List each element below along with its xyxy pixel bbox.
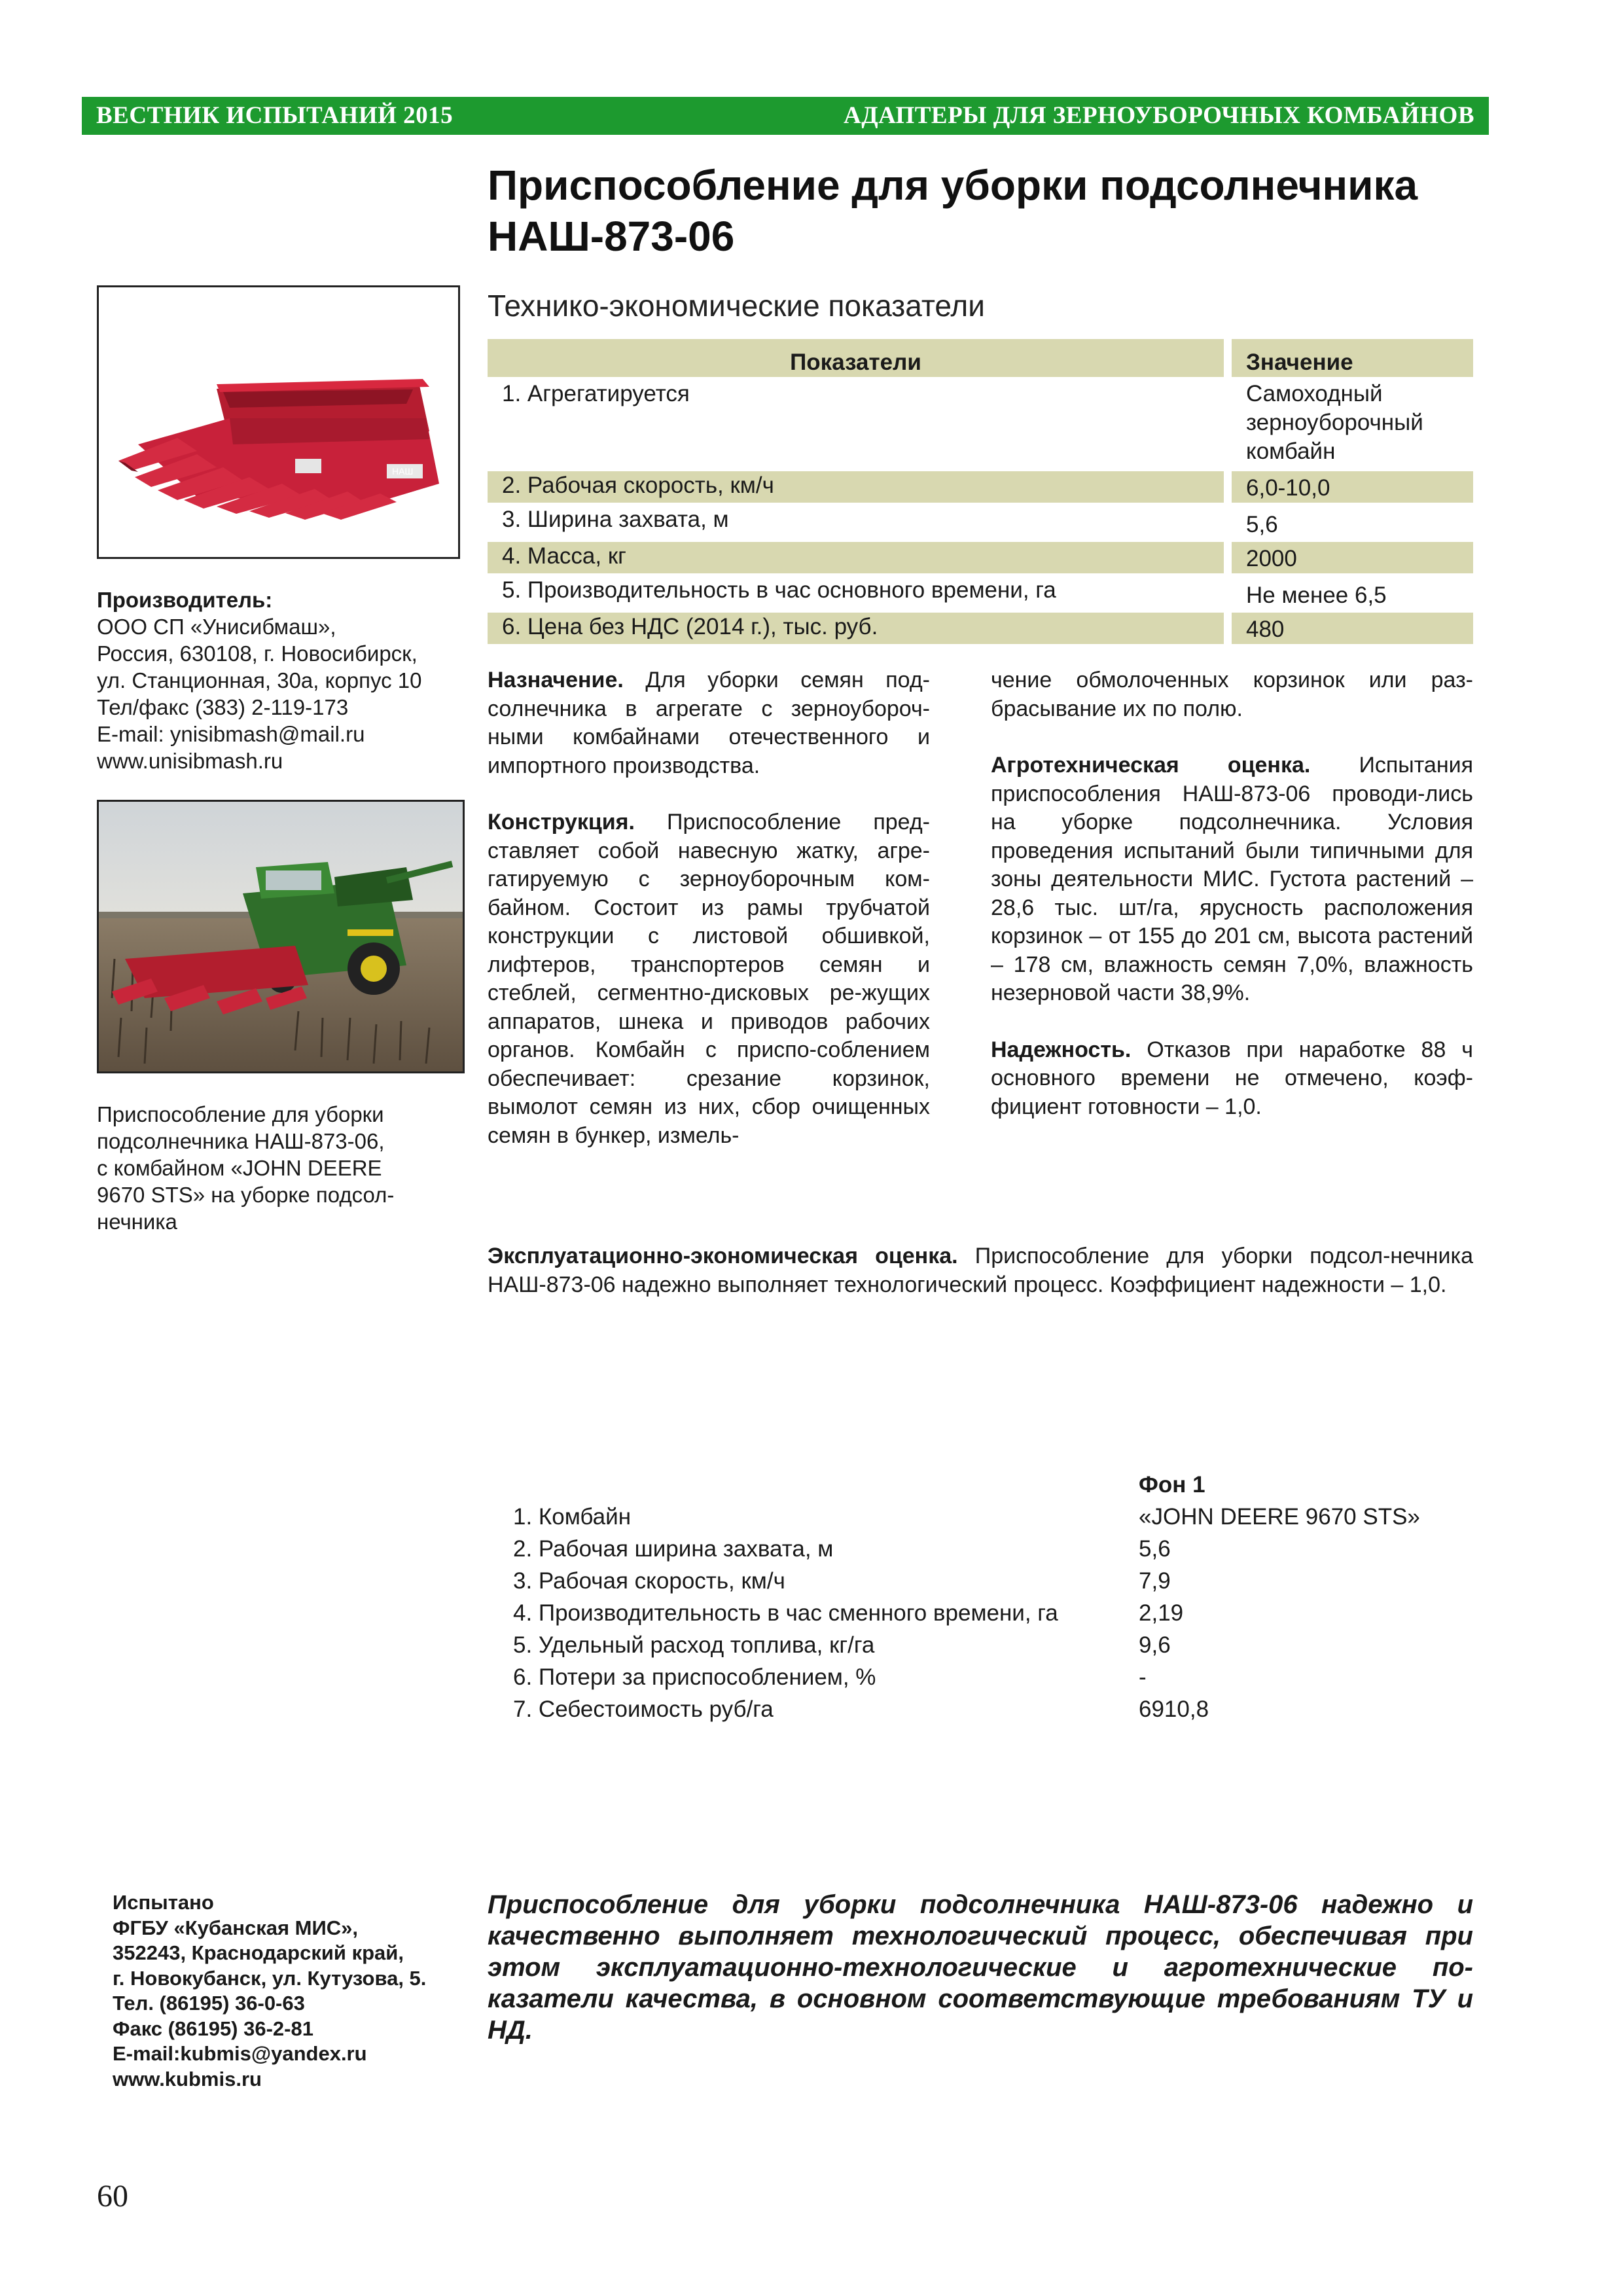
sunflower-header-image: [99, 287, 458, 557]
manufacturer-email: E-mail: ynisibmash@mail.ru: [97, 722, 365, 746]
table-row: [513, 1629, 1479, 1661]
result-param: 1. Комбайн: [513, 1504, 632, 1530]
caption-line: Приспособление для уборки: [97, 1102, 384, 1126]
spec-table: [488, 339, 1473, 644]
table-row: [488, 505, 1473, 542]
agro-text: Испытания приспособления НАШ-873-06 проводи-лись на уборке подсолнечника. Условия проведения испытаний были типичными для зоны деятельности МИС. Густота растений – 28,6 тыс. шт/га, ярусность расположения корзинок – от 155 до 201 см, высота растений – 178 см, влажность семян 7,0%, влажность незерновой части 38,9%.: [991, 753, 1474, 1005]
page-number: 60: [97, 2179, 128, 2214]
table-row: [513, 1565, 1479, 1597]
construction-text: Приспособление пред-ставляет собой навесную жатку, агре-гатируемую с зерноуборочным ком-байном. Состоит из рамы трубчатой конструкции с листовой обшивкой, лифтеров, транспортеров семян и стеблей, сегментно-дисковых ре-жущих аппаратов, шнека и приводов рабочих органов. Комбайн с приспо-соблением обеспечивает: срезание корзинок, вымолот семян из них, сбор очищенных семян в бункер, измель-: [488, 810, 930, 1148]
subtitle: Технико-экономические показатели: [488, 289, 985, 323]
results-table: [513, 1469, 1479, 1725]
spec-param: 3. Ширина захвата, м: [502, 507, 729, 532]
caption-line: 9670 STS» на уборке подсол-: [97, 1183, 395, 1207]
table-row: [488, 471, 1473, 503]
spec-param: 4. Масса, кг: [488, 542, 1224, 573]
spec-param: 1. Агрегатируется: [502, 381, 690, 406]
operational-text: Приспособление для уборки подсол-нечника НАШ-873-06 надежно выполняет технологический процесс. Коэффициент надежности – 1,0.: [488, 1244, 1473, 1297]
operational-evaluation: [488, 1242, 1473, 1299]
spec-value: Не менее 6,5: [1246, 583, 1387, 608]
result-value: 5,6: [1139, 1536, 1171, 1562]
tested-phone: Тел. (86195) 36-0-63: [113, 1992, 305, 2015]
table-row: [488, 576, 1473, 613]
body-column-1: [488, 666, 930, 1150]
spec-table-header: [488, 339, 1473, 377]
page-header: [82, 97, 1489, 135]
result-param: 4. Производительность в час сменного времени, га: [513, 1600, 1058, 1626]
purpose-label: Назначение.: [488, 668, 624, 692]
product-photo: [97, 285, 460, 559]
body-column-2: [991, 666, 1473, 1121]
table-row: [513, 1533, 1479, 1565]
reliability-text: Отказов при наработке 88 ч основного времени не отмечено, коэф-фициент готовности – 1,0.: [991, 1037, 1473, 1119]
result-param: 2. Рабочая ширина захвата, м: [513, 1536, 834, 1562]
purpose-text: Для уборки семян под-солнечника в агрегате с зерноубороч-ными комбайнами отечественного и импортного производства.: [488, 668, 930, 778]
results-header-row: [513, 1469, 1479, 1501]
section-title: АДАПТЕРЫ ДЛЯ ЗЕРНОУБОРОЧНЫХ КОМБАЙНОВ: [843, 102, 1474, 129]
tested-line: 352243, Краснодарский край,: [113, 1941, 404, 1964]
spec-value: [1232, 380, 1473, 469]
title-line-1: Приспособление для уборки подсолнечника: [488, 162, 1418, 209]
result-value: 9,6: [1139, 1632, 1171, 1658]
result-param: 6. Потери за приспособлением, %: [513, 1664, 876, 1690]
table-row: [513, 1693, 1479, 1725]
spec-param: 5. Производительность в час основного времени, га: [502, 577, 1056, 603]
spec-value: 6,0-10,0: [1232, 471, 1473, 503]
combine-field-image: [99, 802, 463, 1071]
spec-header-value: Значение: [1232, 339, 1473, 377]
manufacturer-line: ООО СП «Унисибмаш»,: [97, 615, 336, 639]
spec-value-line: Самоходный: [1246, 381, 1383, 406]
spec-value: 480: [1232, 613, 1473, 644]
manufacturer-line: Россия, 630108, г. Новосибирск,: [97, 641, 418, 666]
tested-by-block: [113, 1890, 426, 2092]
tested-line: г. Новокубанск, ул. Кутузова, 5.: [113, 1966, 427, 1990]
manufacturer-line: ул. Станционная, 30а, корпус 10: [97, 668, 422, 692]
table-row: [488, 613, 1473, 644]
spec-value: 2000: [1232, 542, 1473, 573]
tested-line: ФГБУ «Кубанская МИС»,: [113, 1916, 358, 1939]
construction-paragraph: [488, 808, 930, 1150]
continuation-text: чение обмолоченных корзинок или раз-брасывание их по полю.: [991, 668, 1473, 721]
spec-param: 6. Цена без НДС (2014 г.), тыс. руб.: [488, 613, 1224, 644]
svg-text:НАШ: НАШ: [392, 466, 414, 476]
table-row: [488, 542, 1473, 573]
result-value: 2,19: [1139, 1600, 1184, 1626]
construction-label: Конструкция.: [488, 810, 635, 834]
reliability-label: Надежность.: [991, 1037, 1132, 1062]
table-row: [513, 1501, 1479, 1533]
journal-title: ВЕСТНИК ИСПЫТАНИЙ 2015: [96, 102, 454, 129]
table-row: [513, 1661, 1479, 1693]
spec-value-line: зерноуборочный: [1246, 410, 1423, 435]
tested-label: Испытано: [113, 1891, 214, 1914]
agro-label: Агротехническая оценка.: [991, 753, 1311, 778]
table-row: [513, 1597, 1479, 1629]
caption-line: подсолнечника НАШ-873-06,: [97, 1129, 385, 1153]
spec-param: 2. Рабочая скорость, км/ч: [488, 471, 1224, 503]
result-value: 7,9: [1139, 1568, 1171, 1594]
manufacturer-label: Производитель:: [97, 588, 273, 612]
reliability-paragraph: [991, 1036, 1473, 1122]
page-title: [488, 160, 1508, 262]
title-line-2: НАШ-873-06: [488, 213, 735, 260]
operational-label: Эксплуатационно-экономическая оценка.: [488, 1244, 958, 1268]
table-row: [488, 380, 1473, 469]
field-photo: [97, 800, 465, 1073]
result-value: 6910,8: [1139, 1696, 1209, 1722]
results-header: Фон 1: [1139, 1472, 1205, 1498]
manufacturer-line: Тел/факс (383) 2-119-173: [97, 695, 349, 719]
photo-caption: [97, 1101, 463, 1235]
result-param: 3. Рабочая скорость, км/ч: [513, 1568, 785, 1594]
result-param: 7. Себестоимость руб/га: [513, 1696, 774, 1722]
spec-value-line: комбайн: [1246, 439, 1336, 464]
conclusion: Приспособление для уборки подсолнечника НАШ-873-06 надежно и качественно выполняет технологический процесс, обеспечивая при этом эксплуатационно-технологические и агротехнические по-казатели качества, в основном соответствующие требованиям ТУ и НД.: [488, 1890, 1473, 2045]
result-value: -: [1139, 1664, 1147, 1690]
tested-email: E-mail:kubmis@yandex.ru: [113, 2042, 367, 2065]
caption-line: с комбайном «JOHN DEERE: [97, 1156, 382, 1180]
result-param: 5. Удельный расход топлива, кг/га: [513, 1632, 875, 1658]
manufacturer-website: www.unisibmash.ru: [97, 749, 283, 773]
agro-paragraph: [991, 751, 1473, 1008]
manufacturer-block: [97, 586, 422, 774]
tested-fax: Факс (86195) 36-2-81: [113, 2017, 313, 2040]
caption-line: нечника: [97, 1210, 177, 1234]
spec-value: 5,6: [1246, 512, 1278, 537]
purpose-paragraph: [488, 666, 930, 780]
result-value: «JOHN DEERE 9670 STS»: [1139, 1504, 1420, 1530]
tested-website: www.kubmis.ru: [113, 2067, 262, 2090]
spec-header-param: Показатели: [488, 339, 1224, 377]
